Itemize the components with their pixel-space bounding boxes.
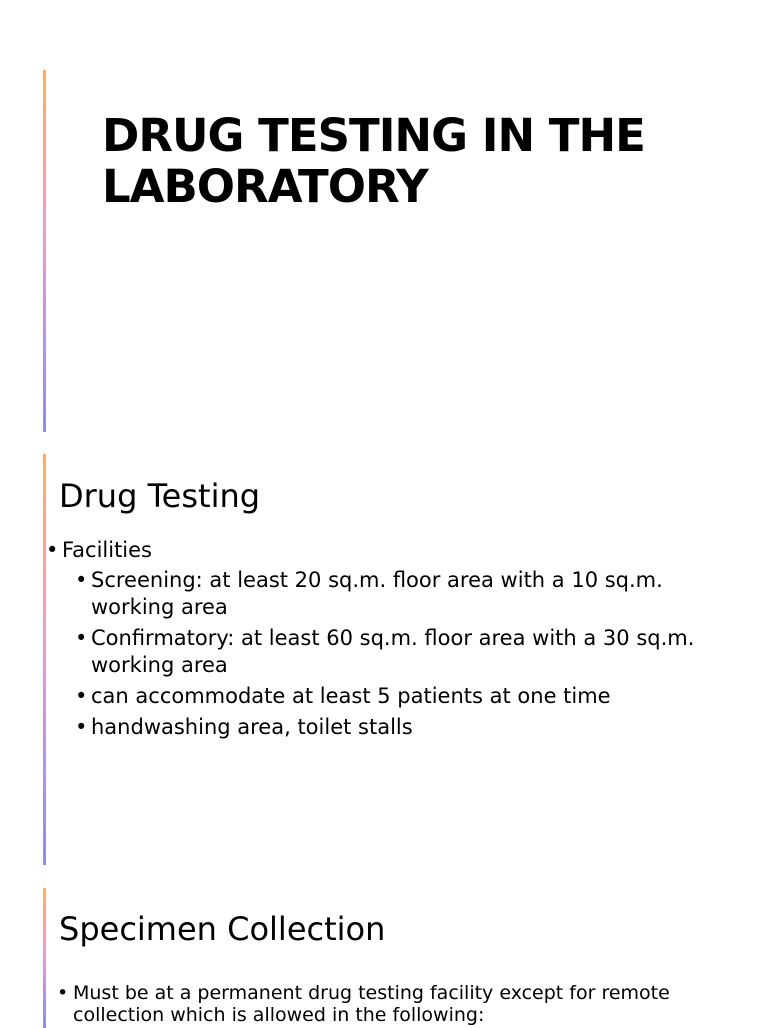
list-item-text: Screening: at least 20 sq.m. floor area with a 10 sq.m. working area — [91, 568, 663, 619]
list-item-text: handwashing area, toilet stalls — [91, 715, 413, 739]
sub-bullet-list — [62, 567, 746, 741]
list-item — [62, 625, 746, 679]
list-item — [62, 683, 746, 710]
bullet-icon: • — [75, 684, 88, 708]
title-slide — [0, 0, 768, 440]
list-item-text: Confirmatory: at least 60 sq.m. floor area with a 30 sq.m. working area — [91, 626, 695, 677]
specimen-collection-slide — [0, 884, 768, 1024]
bullet-icon: • — [57, 982, 69, 1004]
list-item — [62, 567, 746, 621]
bullet-icon: • — [75, 715, 88, 739]
list-item-text: Facilities — [62, 538, 152, 562]
list-item — [62, 714, 746, 741]
list-item-text: Must be at a permanent drug testing facility except for remote collection which is allowed in the following: — [73, 982, 670, 1026]
slide-title: DRUG TESTING IN THE LABORATORY — [102, 109, 645, 213]
list-item — [57, 982, 737, 1026]
slide-heading: Drug Testing — [59, 477, 261, 515]
bullet-list — [57, 982, 737, 1026]
list-item — [46, 536, 746, 741]
bullet-list — [46, 536, 746, 745]
list-item-text: can accommodate at least 5 patients at one time — [91, 684, 611, 708]
bullet-icon: • — [46, 538, 59, 562]
accent-bar — [43, 70, 46, 432]
bullet-icon: • — [75, 568, 88, 592]
bullet-icon: • — [75, 626, 88, 650]
slide-heading: Specimen Collection — [59, 910, 386, 948]
drug-testing-slide — [0, 440, 768, 880]
accent-bar — [43, 888, 46, 1028]
